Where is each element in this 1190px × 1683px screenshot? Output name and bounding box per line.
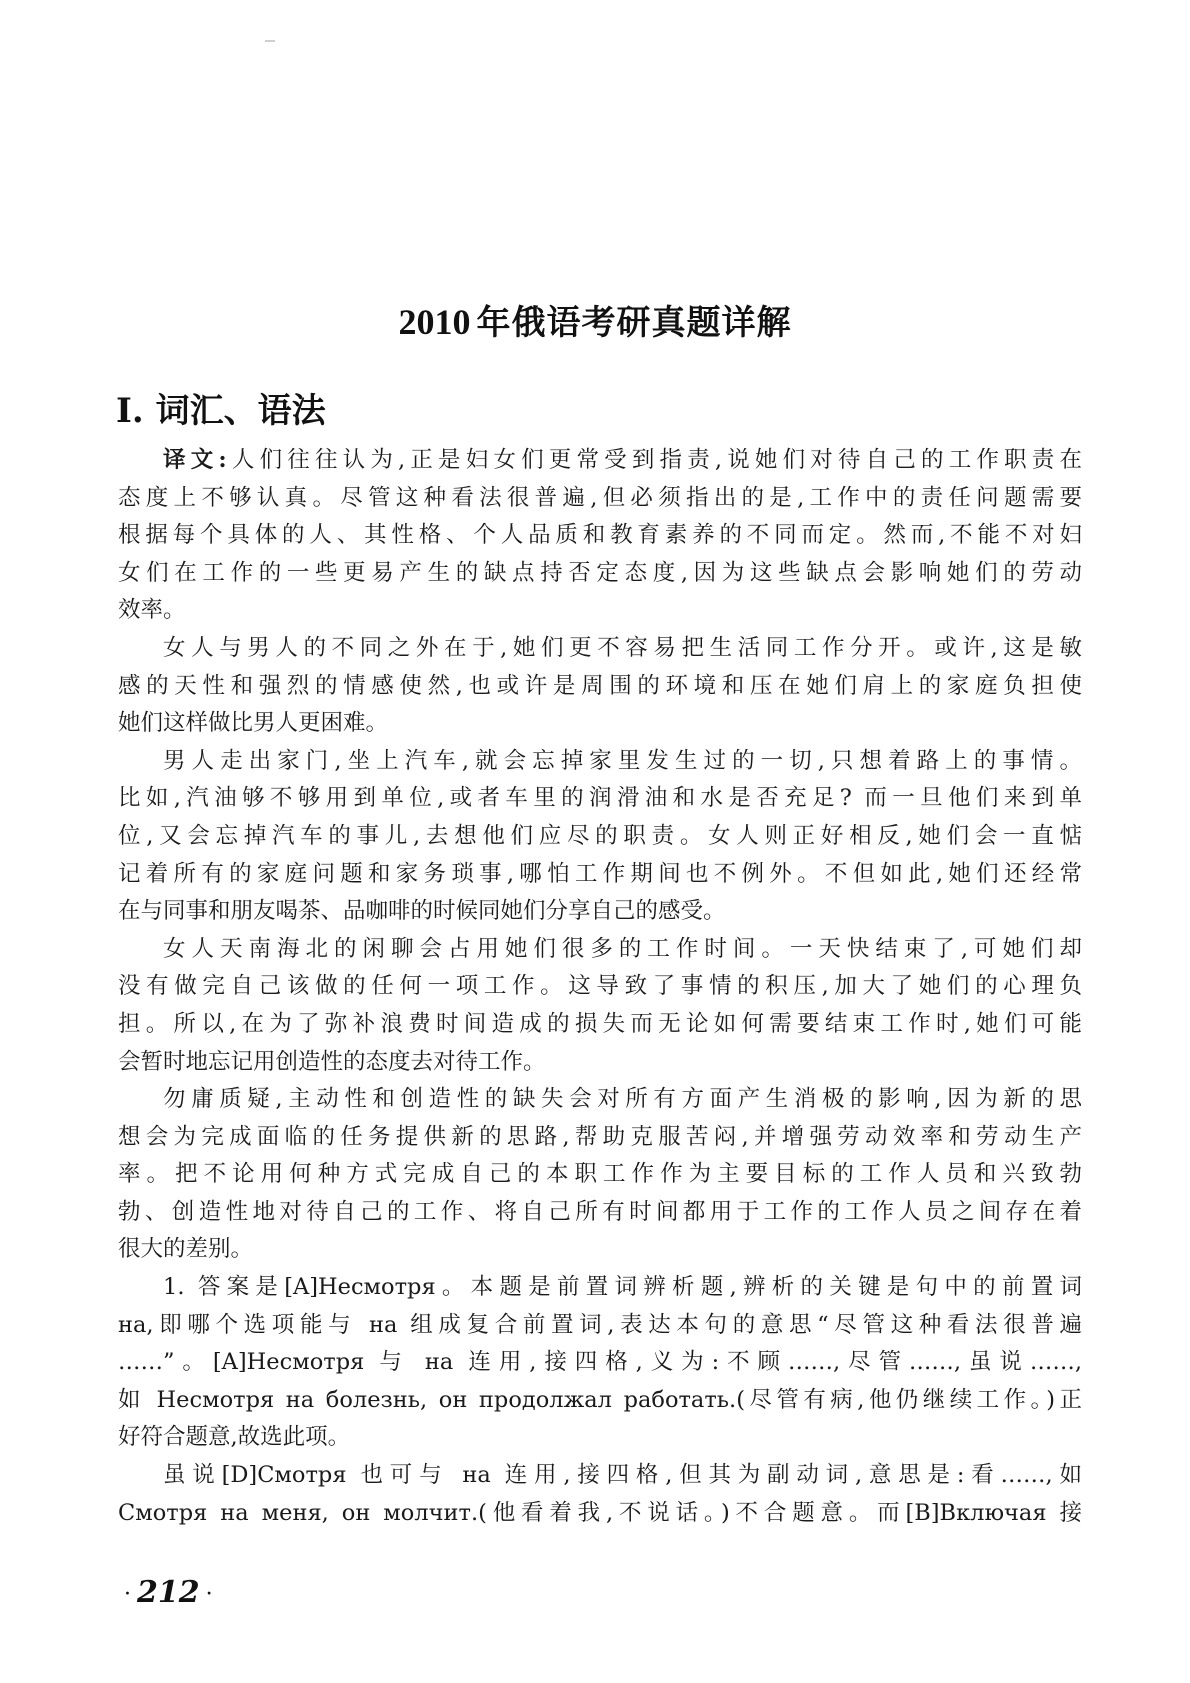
explanation-line: [118, 1382, 1082, 1420]
translation-line: [118, 893, 1082, 931]
translation-line: [118, 931, 1082, 969]
translation-label: 译文:: [163, 447, 227, 473]
body-text: [118, 442, 1082, 1532]
explanation-line-text: 虽说[D]Смотря 也可与 на 连用,接四格,但其为副动词,意思是:看……,如: [163, 1462, 1082, 1489]
translation-line: [118, 1194, 1082, 1232]
translation-line-text: 效率。: [118, 597, 186, 624]
page-number-value: 212: [137, 1575, 200, 1610]
translation-line: [118, 856, 1082, 894]
page-number-dot-left: ·: [124, 1581, 131, 1607]
section-heading: Ⅰ. 词汇、语法: [116, 391, 326, 432]
translation-block: [118, 442, 1082, 1269]
translation-line: [118, 592, 1082, 630]
page-number: [118, 1575, 219, 1610]
translation-line-text: 勿庸质疑,主动性和创造性的缺失会对所有方面产生消极的影响,因为新的思: [163, 1086, 1082, 1113]
page-number-dot-right: ·: [205, 1581, 213, 1607]
translation-line-text: 想会为完成面临的任务提供新的思路,帮助克服苦闷,并增强劳动效率和劳动生产: [118, 1123, 1082, 1150]
translation-line: [118, 1156, 1082, 1194]
translation-line-text: 没有做完自己该做的任何一项工作。这导致了事情的积压,加大了她们的心理负: [118, 973, 1082, 1000]
translation-line-text: 在与同事和朋友喝茶、品咖啡的时候同她们分享自己的感受。: [118, 898, 726, 925]
translation-line: [118, 1081, 1082, 1119]
translation-line-text: 比如,汽油够不够用到单位,或者车里的润滑油和水是否充足? 而一旦他们来到单: [118, 785, 1082, 812]
translation-line-text: 位,又会忘掉汽车的事儿,去想他们应尽的职责。女人则正好相反,她们会一直惦: [118, 822, 1082, 849]
translation-line: [118, 818, 1082, 856]
explanation-line: [118, 1307, 1082, 1345]
translation-line: [118, 705, 1082, 743]
translation-line: [118, 480, 1082, 518]
translation-line-text: 勃、创造性地对待自己的工作、将自己所有时间都用于工作的工作人员之间存在着: [118, 1198, 1082, 1225]
explanation-line-text: ……”。[A]Несмотря 与 на 连用,接四格,义为:不顾……,尽管……,虽说……,: [118, 1349, 1082, 1376]
translation-line-text: 根据每个具体的人、其性格、个人品质和教育素养的不同而定。然而,不能不对妇: [118, 522, 1082, 549]
translation-line-text: 人们往往认为,正是妇女们更常受到指责,说她们对待自己的工作职责在: [226, 447, 1082, 473]
page-title-year: 2010: [398, 301, 471, 342]
translation-line: [118, 743, 1082, 781]
page-title: [0, 295, 1190, 344]
translation-line-text: 她们这样做比男人更困难。: [118, 710, 389, 737]
translation-line: [118, 1119, 1082, 1157]
explanation-line: [118, 1495, 1082, 1533]
explanation-line-text: 如 Несмотря на болезнь, он продолжал работать.(尽管有病,他仍继续工作。)正: [118, 1386, 1082, 1413]
translation-line: [118, 630, 1082, 668]
explanation-line: [118, 1269, 1082, 1307]
translation-line-text: 感的天性和强烈的情感使然,也或许是周围的环境和压在她们肩上的家庭负担使: [118, 672, 1082, 699]
scan-speck: [265, 40, 275, 42]
translation-line-text: 女人与男人的不同之外在于,她们更不容易把生活同工作分开。或许,这是敏: [163, 634, 1082, 661]
translation-line: [118, 442, 1082, 480]
translation-line: [118, 555, 1082, 593]
explanation-line: [118, 1457, 1082, 1495]
translation-line-text: 很大的差别。: [118, 1236, 254, 1263]
translation-line-text: 女们在工作的一些更易产生的缺点持否定态度,因为这些缺点会影响她们的劳动: [118, 559, 1082, 586]
explanation-block: [118, 1269, 1082, 1532]
translation-line: [118, 968, 1082, 1006]
translation-line-text: 态度上不够认真。尽管这种看法很普遍,但必须指出的是,工作中的责任问题需要: [118, 484, 1082, 511]
translation-line: [118, 517, 1082, 555]
translation-line-text: 记着所有的家庭问题和家务琐事,哪怕工作期间也不例外。不但如此,她们还经常: [118, 860, 1082, 887]
translation-line: [118, 1006, 1082, 1044]
explanation-line-text: 1. 答案是[A]Несмотря。本题是前置词辨析题,辨析的关键是句中的前置词: [163, 1274, 1082, 1301]
translation-line: [118, 1231, 1082, 1269]
translation-line-text: 男人走出家门,坐上汽车,就会忘掉家里发生过的一切,只想着路上的事情。: [163, 747, 1082, 774]
translation-line: [118, 668, 1082, 706]
explanation-line-text: Смотря на меня, он молчит.(他看着我,不说话。)不合题意。而[B]Включая 接: [118, 1499, 1082, 1526]
explanation-line: [118, 1344, 1082, 1382]
translation-line-text: 会暂时地忘记用创造性的态度去对待工作。: [118, 1048, 546, 1075]
explanation-line-text: 好符合题意,故选此项。: [118, 1424, 351, 1451]
explanation-line-text: на,即哪个选项能与 на 组成复合前置词,表达本句的意思“尽管这种看法很普遍: [118, 1311, 1082, 1338]
translation-line-text: 率。把不论用何种方式完成自己的本职工作作为主要目标的工作人员和兴致勃: [118, 1161, 1082, 1188]
translation-line-text: 女人天南海北的闲聊会占用她们很多的工作时间。一天快结束了,可她们却: [163, 935, 1082, 962]
page-title-text: 年俄语考研真题详解: [476, 302, 792, 343]
translation-line: [118, 1044, 1082, 1082]
explanation-line: [118, 1419, 1082, 1457]
translation-line: [118, 780, 1082, 818]
translation-line-text: 担。所以,在为了弥补浪费时间造成的损失而无论如何需要结束工作时,她们可能: [118, 1010, 1082, 1037]
